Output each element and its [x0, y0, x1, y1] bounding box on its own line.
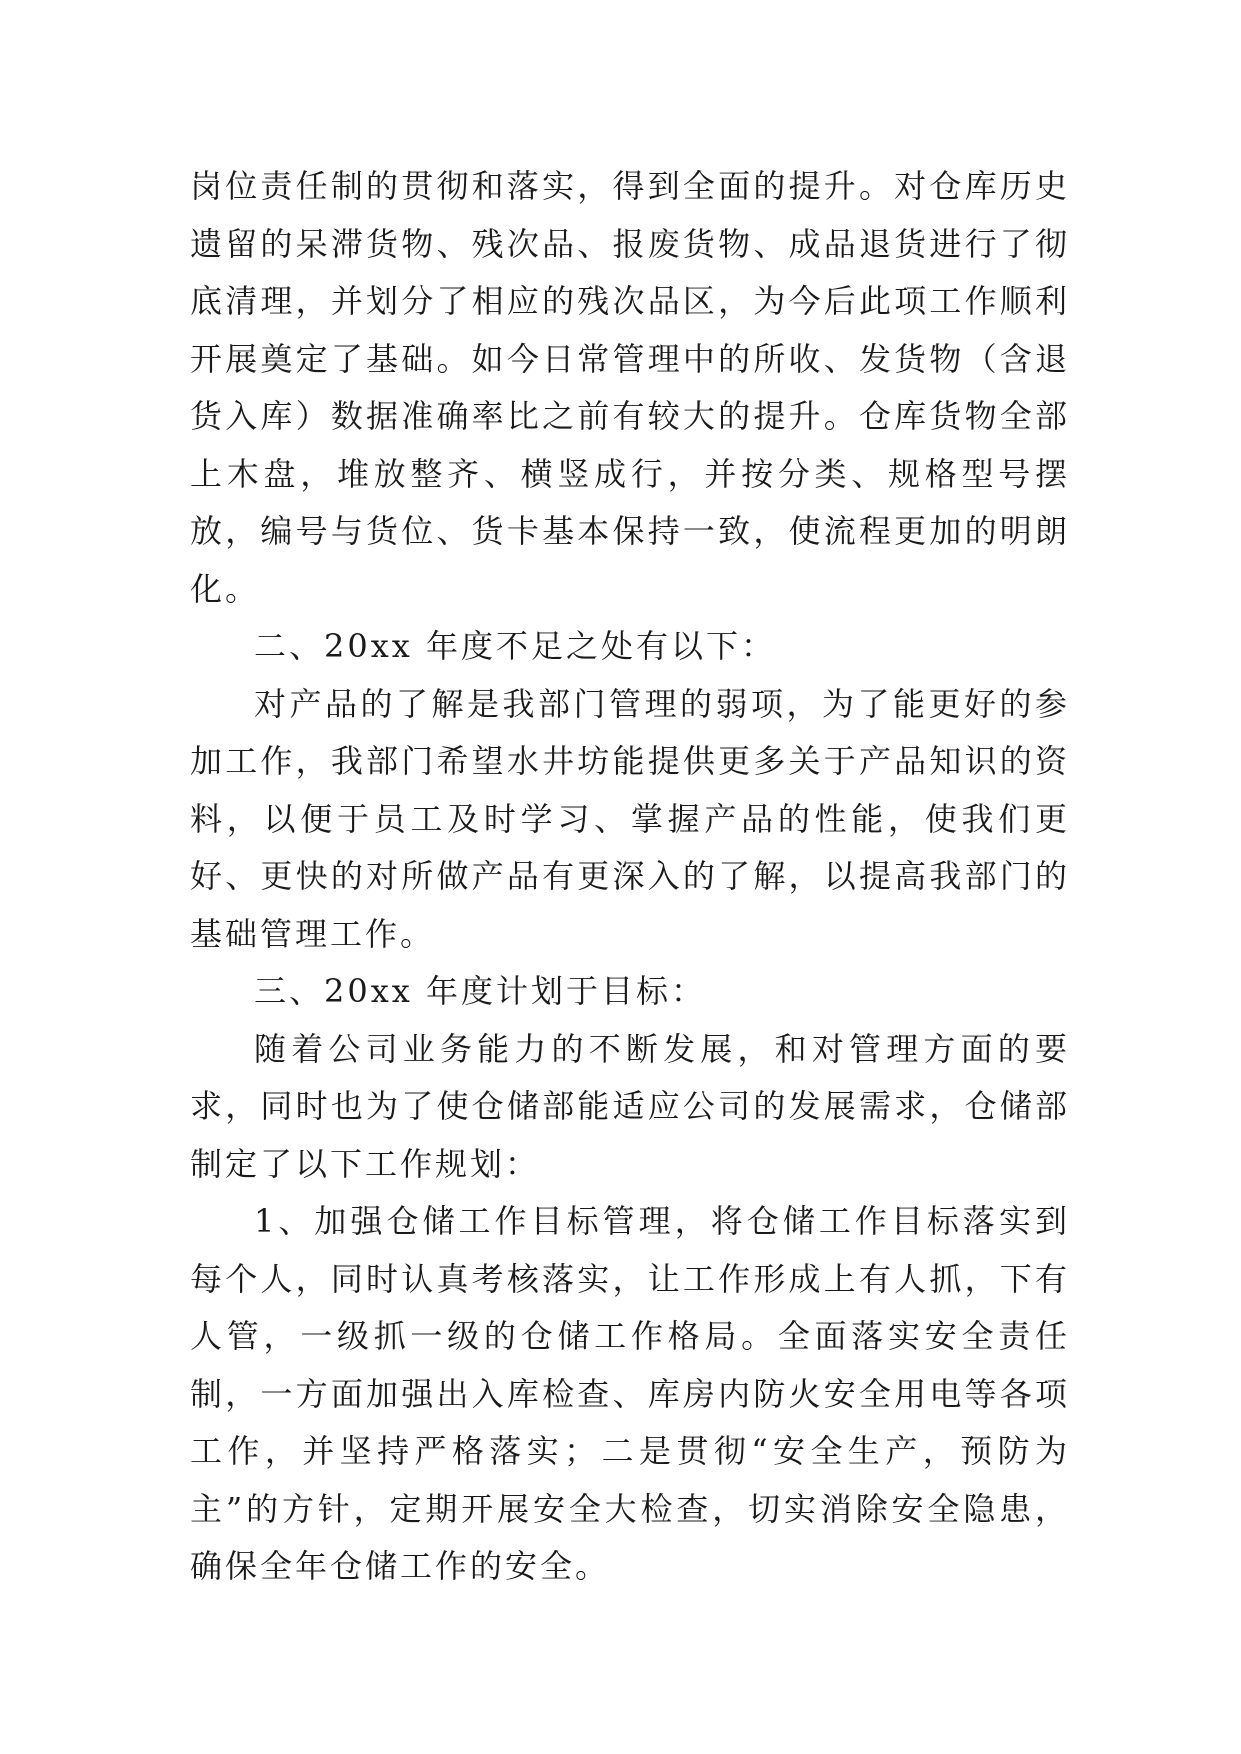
- document-body: [190, 158, 1070, 1596]
- paragraph-product-knowledge: 对产品的了解是我部门管理的弱项，为了能更好的参加工作，我部门希望水井坊能提供更多关于产品知识的资料，以便于员工及时学习、掌握产品的性能，使我们更好、更快的对所做产品有更深入的了解，以提高我部门的基础管理工作。: [190, 684, 1070, 953]
- section-heading-plans: 三、20xx 年度计划于目标：: [254, 972, 706, 1010]
- paragraph-continuation: 岗位责任制的贯彻和落实，得到全面的提升。对仓库历史遗留的呆滞货物、残次品、报废货物、成品退货进行了彻底清理，并划分了相应的残次品区，为今后此项工作顺利开展奠定了基础。如今日常管理中的所收、发货物（含退货入库）数据准确率比之前有较大的提升。仓库货物全部上木盘，堆放整齐、横竖成行，并按分类、规格型号摆放，编号与货位、货卡基本保持一致，使流程更加的明朗化。: [190, 167, 1070, 608]
- paragraph-target-management: 1、加强仓储工作目标管理，将仓储工作目标落实到每个人，同时认真考核落实，让工作形成上有人抓，下有人管，一级抓一级的仓储工作格局。全面落实安全责任制，一方面加强出入库检查、库房内防火安全用电等各项工作，并坚持严格落实；二是贯彻“安全生产，预防为主”的方针，定期开展安全大检查，切实消除安全隐患，确保全年仓储工作的安全。: [190, 1202, 1070, 1585]
- section-heading-shortcomings: 二、20xx 年度不足之处有以下：: [254, 627, 776, 665]
- paragraph-planning-intro: 随着公司业务能力的不断发展，和对管理方面的要求，同时也为了使仓储部能适应公司的发展需求，仓储部制定了以下工作规划：: [190, 1029, 1070, 1183]
